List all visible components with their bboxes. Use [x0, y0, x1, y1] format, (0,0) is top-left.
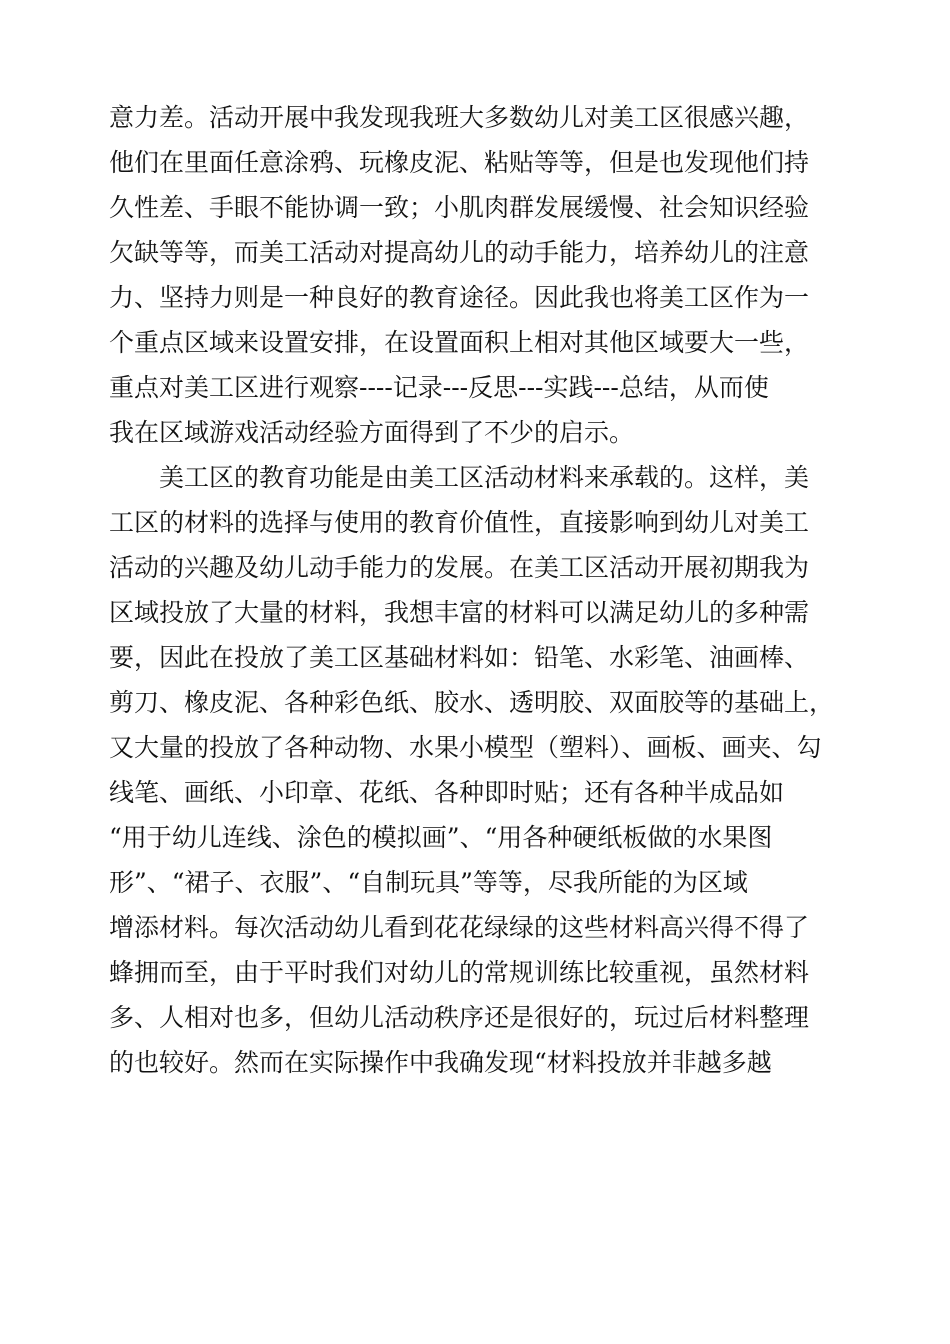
text-line: 又大量的投放了各种动物、水果小模型（塑料）、画板、画夹、勾	[109, 733, 822, 762]
text-line: 工区的材料的选择与使用的教育价值性，直接影响到幼儿对美工	[109, 508, 810, 537]
text-line: 欠缺等等，而美工活动对提高幼儿的动手能力，培养幼儿的注意	[109, 238, 810, 267]
text-line: 个重点区域来设置安排，在设置面积上相对其他区域要大一些，	[109, 328, 810, 357]
text-line: 线笔、画纸、小印章、花纸、各种即时贴；还有各种半成品如	[109, 778, 785, 807]
text-line: “用于幼儿连线、涂色的模拟画”、“用各种硬纸板做的水果图	[109, 823, 773, 852]
text-line: 重点对美工区进行观察----记录---反思---实践---总结，从而使	[109, 373, 769, 402]
text-line: 区域投放了大量的材料，我想丰富的材料可以满足幼儿的多种需	[109, 598, 810, 627]
text-line: 美工区的教育功能是由美工区活动材料来承载的。这样，美	[159, 463, 810, 492]
text-line: 我在区域游戏活动经验方面得到了不少的启示。	[109, 418, 635, 447]
text-line: 形”、“裙子、衣服”、“自制玩具”等等，尽我所能的为区域	[109, 868, 748, 897]
text-line: 剪刀、橡皮泥、各种彩色纸、胶水、透明胶、双面胶等的基础上，	[109, 688, 835, 717]
text-line: 意力差。活动开展中我发现我班大多数幼儿对美工区很感兴趣，	[109, 103, 810, 132]
text-line: 久性差、手眼不能协调一致；小肌肉群发展缓慢、社会知识经验	[109, 193, 810, 222]
text-line: 的也较好。然而在实际操作中我确发现“材料投放并非越多越	[109, 1048, 772, 1077]
text-line: 增添材料。每次活动幼儿看到花花绿绿的这些材料高兴得不得了	[109, 913, 810, 942]
text-line: 活动的兴趣及幼儿动手能力的发展。在美工区活动开展初期我为	[109, 553, 810, 582]
paragraph-2	[109, 455, 849, 1085]
text-line: 要，因此在投放了美工区基础材料如：铅笔、水彩笔、油画棒、	[109, 643, 810, 672]
text-line: 他们在里面任意涂鸦、玩橡皮泥、粘贴等等，但是也发现他们持	[109, 148, 810, 177]
text-line: 蜂拥而至，由于平时我们对幼儿的常规训练比较重视，虽然材料	[109, 958, 810, 987]
text-line: 多、人相对也多，但幼儿活动秩序还是很好的，玩过后材料整理	[109, 1003, 810, 1032]
document-body	[109, 95, 849, 1085]
text-line: 力、坚持力则是一种良好的教育途径。因此我也将美工区作为一	[109, 283, 810, 312]
paragraph-1	[109, 95, 849, 455]
